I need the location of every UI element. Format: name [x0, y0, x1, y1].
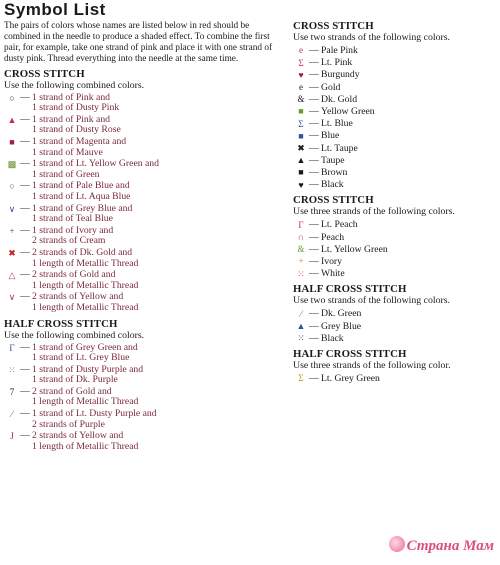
symbol-entry	[293, 57, 498, 68]
checker-square-icon: ▩	[7, 159, 17, 170]
symbol-entry	[293, 167, 498, 178]
square-green-icon: ■	[298, 106, 304, 117]
dash-separator: —	[20, 385, 30, 397]
v-mark-icon: ∨	[8, 203, 16, 214]
dash-separator: —	[309, 219, 319, 231]
color-description: Taupe	[321, 154, 345, 166]
cross-icon: ✖	[8, 247, 16, 258]
symbol-entry	[4, 343, 286, 364]
color-description: Lt. Pink	[321, 57, 353, 69]
corner-red-icon: Γ	[298, 219, 304, 230]
section-heading: HALF CROSS STITCH	[293, 348, 407, 361]
symbol-entry	[293, 321, 498, 332]
symbol-entry	[293, 69, 498, 80]
symbol-entry	[293, 45, 498, 56]
symbol-entry	[4, 93, 286, 114]
dash-separator: —	[309, 268, 319, 280]
color-description: 1 strand of Pale Blue and 1 strand of Lt. Aqua Blue	[32, 180, 131, 202]
x-black-icon: ✖	[297, 142, 305, 153]
color-description: 1 strand of Lt. Yellow Green and 1 strand of Green	[32, 158, 159, 180]
color-description: 2 strands of Dk. Gold and 1 length of Metallic Thread	[32, 246, 139, 269]
j-mark-icon: J	[10, 431, 14, 442]
heart-black-icon: ♥	[298, 179, 304, 190]
color-description: Peach	[321, 231, 345, 243]
color-description: 1 strand of Pink and 1 strand of Dusty Rose	[32, 113, 121, 136]
circle-outline-icon: ○	[9, 92, 15, 103]
triangle-outline-icon: △	[8, 270, 16, 281]
dash-separator: —	[309, 373, 319, 385]
section	[293, 348, 498, 384]
section	[293, 194, 498, 279]
section-instructions: Use the following combined colors.	[4, 79, 145, 91]
dash-separator: —	[309, 69, 319, 81]
section-instructions: Use three strands of the following colors.	[293, 206, 455, 218]
color-description: 2 strands of Yellow and 1 length of Metallic Thread	[32, 291, 139, 313]
section-heading: CROSS STITCH	[293, 20, 374, 32]
dash-separator: —	[309, 308, 319, 320]
dash-separator: —	[309, 256, 319, 268]
section-instructions: Use two strands of the following colors.	[293, 32, 450, 43]
symbol-entry	[4, 365, 286, 386]
dash-separator: —	[20, 430, 30, 442]
dash-separator: —	[309, 142, 319, 154]
dash-separator: —	[20, 341, 30, 353]
dash-separator: —	[20, 246, 30, 258]
dash-separator: —	[309, 130, 319, 142]
section-instructions: Use two strands of the following colors.	[293, 295, 450, 307]
color-description: Black	[321, 332, 344, 344]
color-description: 1 strand of Ivory and 2 strands of Cream	[32, 224, 114, 247]
color-description: Grey Blue	[321, 320, 362, 332]
symbol-entry	[293, 333, 498, 344]
symbol-entry	[293, 268, 498, 279]
symbol-entry	[293, 155, 498, 166]
symbol-entry	[4, 387, 286, 408]
dotted-square-red-icon: ⁙	[297, 268, 305, 279]
square-blue-icon: ■	[298, 130, 304, 141]
dash-separator: —	[309, 81, 319, 93]
color-description: 1 strand of Dusty Purple and 1 strand of Dk. Purple	[32, 363, 144, 386]
v-red-icon: ∨	[8, 292, 16, 303]
color-description: Lt. Taupe	[321, 142, 358, 154]
seven-icon: 7	[9, 386, 15, 397]
symbol-entry	[4, 115, 286, 136]
symbol-entry	[293, 82, 498, 93]
symbol-entry	[293, 373, 498, 384]
sigma-gold-icon: Σ	[298, 373, 304, 384]
symbol-entry	[293, 118, 498, 129]
color-description: Pale Pink	[321, 45, 358, 56]
color-description: Brown	[321, 167, 348, 179]
symbol-entry	[4, 292, 286, 313]
sigma-blue-icon: Σ	[298, 118, 304, 129]
dash-separator: —	[20, 291, 30, 303]
color-description: White	[321, 268, 345, 280]
color-description: Lt. Grey Green	[321, 373, 380, 385]
section	[293, 20, 498, 190]
dash-separator: —	[309, 106, 319, 118]
color-description: Blue	[321, 130, 340, 142]
dash-separator: —	[309, 231, 319, 243]
dash-separator: —	[309, 45, 319, 56]
color-description: 1 strand of Pink and 1 strand of Dusty Pink	[32, 91, 120, 114]
color-description: Gold	[321, 81, 341, 93]
dash-separator: —	[20, 202, 30, 214]
dash-separator: —	[20, 408, 30, 420]
color-description: 1 strand of Lt. Dusty Purple and 2 strands of Purple	[32, 408, 157, 430]
color-description: Dk. Green	[321, 308, 362, 320]
dotted-square-black-icon: ⁙	[297, 333, 305, 344]
watermark-logo	[389, 536, 494, 555]
symbol-entry	[293, 143, 498, 154]
triangle-black-icon: ▲	[296, 155, 306, 166]
color-description: 2 strand of Gold and 1 length of Metallic Thread	[32, 385, 139, 408]
symbol-entry	[293, 106, 498, 117]
color-description: 1 strand of Grey Green and 1 strand of Lt. Grey Blue	[32, 341, 138, 364]
dash-separator: —	[309, 57, 319, 69]
plus-icon: +	[9, 225, 15, 236]
symbol-entry	[4, 181, 286, 202]
symbol-entry	[4, 159, 286, 180]
section-heading: HALF CROSS STITCH	[4, 317, 118, 330]
dash-separator: —	[309, 118, 319, 130]
symbol-entry	[4, 409, 286, 430]
triangle-filled-icon: ▲	[7, 114, 17, 125]
color-description: Burgundy	[321, 69, 360, 81]
section-heading: CROSS STITCH	[293, 194, 374, 207]
symbol-entry	[293, 130, 498, 141]
dash-separator: —	[309, 332, 319, 344]
dash-separator: —	[20, 113, 30, 125]
square-black-icon: ■	[298, 167, 304, 178]
dash-separator: —	[309, 93, 319, 105]
symbol-entry	[293, 179, 498, 190]
dotted-square-icon: ⁙	[8, 364, 16, 375]
color-description: 2 strands of Yellow and 1 length of Metallic Thread	[32, 430, 139, 452]
color-description: Dk. Gold	[321, 93, 358, 105]
square-filled-icon: ■	[9, 137, 15, 147]
symbol-entry	[4, 248, 286, 269]
section	[4, 318, 286, 453]
page-title: Symbol List	[4, 0, 106, 19]
heart-icon: ♥	[298, 69, 304, 80]
left-sections	[4, 68, 286, 453]
dash-separator: —	[20, 224, 30, 236]
dash-separator: —	[309, 167, 319, 179]
color-description: Black	[321, 179, 344, 191]
section-heading: CROSS STITCH	[4, 67, 85, 80]
corner-icon: Γ	[9, 342, 15, 353]
section	[4, 68, 286, 314]
color-description: 1 strand of Magenta and 1 strand of Mauve	[32, 136, 127, 158]
symbol-entry	[4, 270, 286, 291]
small-e-black-icon: e	[299, 81, 303, 92]
dash-separator: —	[20, 158, 30, 170]
circle-blue-icon: ○	[9, 181, 15, 192]
right-sections	[293, 20, 498, 384]
dash-separator: —	[20, 136, 30, 147]
intro-paragraph: The pairs of colors whose names are listed below in red should be combined in the needle to produce a shaded effect. To combine the first pair, for example, take one strand of pink and place it with one strand of dusty pink. Thread everything into the needle at the same time.	[4, 21, 273, 64]
slash-icon: ⁄	[11, 409, 13, 420]
dash-separator: —	[20, 269, 30, 281]
ampersand-green-icon: &	[297, 244, 305, 255]
slash-green-icon: ⁄	[300, 308, 302, 319]
right-column	[293, 0, 498, 385]
dash-separator: —	[309, 179, 319, 191]
ampersand-icon: &	[297, 94, 305, 105]
symbol-entry	[293, 94, 498, 105]
dash-separator: —	[309, 243, 319, 255]
section-instructions: Use the following combined colors.	[4, 329, 145, 341]
watermark-text: Страна Мам	[406, 538, 494, 554]
left-column	[4, 0, 286, 453]
symbol-entry	[293, 244, 498, 255]
dash-separator: —	[20, 363, 30, 375]
symbol-entry	[293, 256, 498, 267]
watermark-icon	[389, 536, 405, 552]
section-heading: HALF CROSS STITCH	[293, 283, 407, 296]
symbol-entry	[4, 204, 286, 225]
color-description: 1 strand of Grey Blue and 1 strand of Teal Blue	[32, 202, 133, 225]
sigma-icon: Σ	[298, 57, 304, 68]
small-e-icon: e	[299, 45, 303, 56]
color-description: 2 strands of Gold and 1 length of Metallic Thread	[32, 269, 139, 291]
plus-gold-icon: +	[298, 256, 304, 267]
symbol-entry	[293, 308, 498, 319]
color-description: Lt. Yellow Green	[321, 243, 388, 255]
color-description: Lt. Peach	[321, 219, 358, 231]
symbol-entry	[4, 431, 286, 452]
color-description: Lt. Blue	[321, 118, 353, 130]
color-description: Ivory	[321, 256, 342, 268]
symbol-entry	[293, 232, 498, 243]
symbol-entry	[4, 137, 286, 158]
n-mark-icon: ∩	[297, 231, 305, 242]
triangle-blue-icon: ▲	[296, 320, 306, 331]
dash-separator: —	[309, 320, 319, 332]
color-description: Yellow Green	[321, 106, 375, 118]
dash-separator: —	[309, 154, 319, 166]
symbol-entry	[293, 219, 498, 230]
dash-separator: —	[20, 180, 30, 192]
section-instructions: Use three strands of the following color.	[293, 360, 451, 372]
symbol-entry	[4, 226, 286, 247]
section	[293, 283, 498, 344]
dash-separator: —	[20, 91, 30, 103]
